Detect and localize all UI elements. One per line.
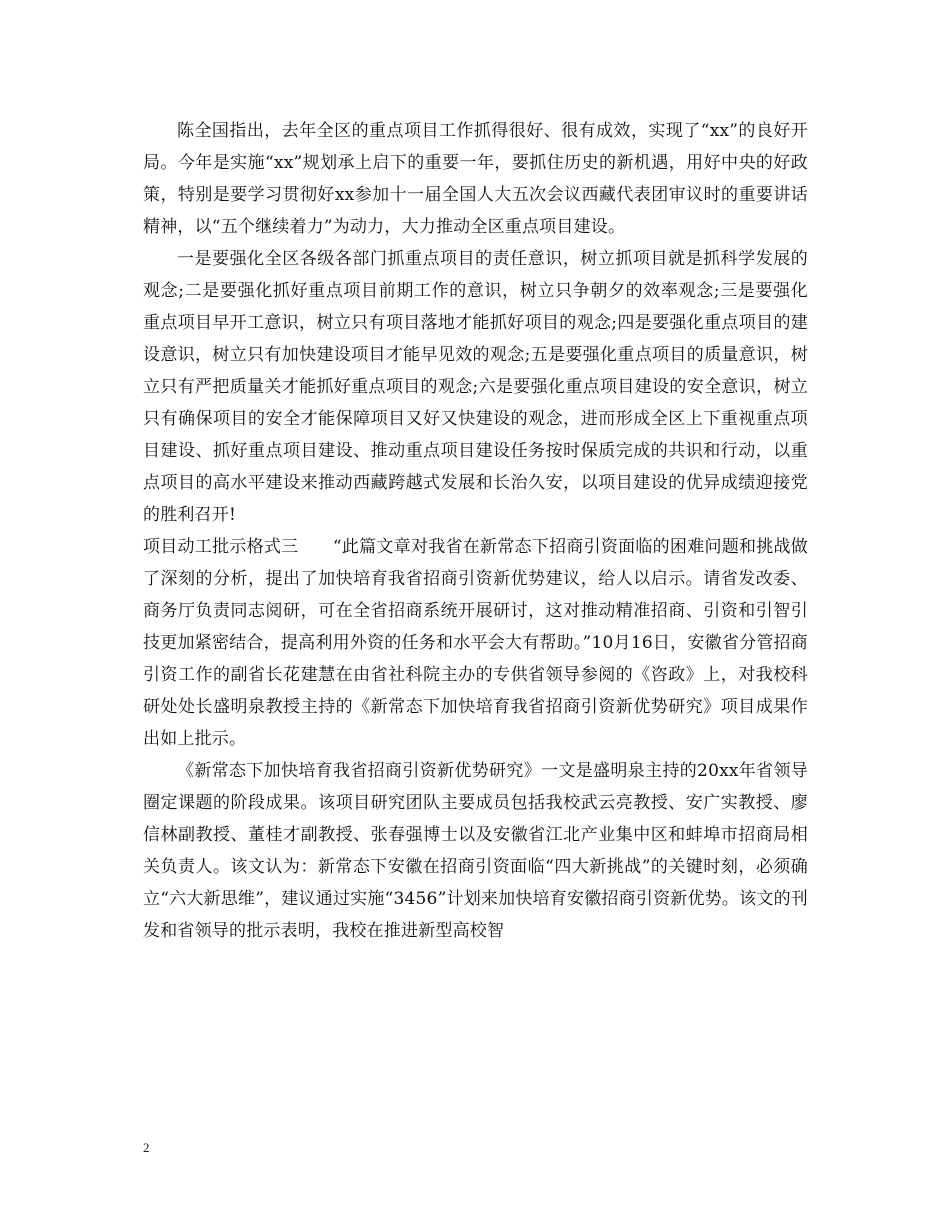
paragraph-3: 项目动工批示格式三 “此篇文章对我省在新常态下招商引资面临的困难问题和挑战做了深刻的分析，提出了加快培育我省招商引资新优势建议，给人以启示。请省发改委、商务厅负责同志阅研，可在全省招商系统开展研讨，这对推动精准招商、引资和引智引技更加紧密结合，提高利用外资的任务和水平会大有帮助。”10月16日，安徽省分管招商引资工作的副省长花建慧在由省社科院主办的专供省领导参阅的《咨政》上，对我校科研处处长盛明泉教授主持的《新常态下加快培育我省招商引资新优势研究》项目成果作出如上批示。 [143, 537, 808, 749]
page-number: 2 [143, 1140, 150, 1155]
paragraph-4: 《新常态下加快培育我省招商引资新优势研究》一文是盛明泉主持的20xx年省领导圈定课题的阶段成果。该项目研究团队主要成员包括我校武云亮教授、安广实教授、廖信林副教授、董桂才副教授、张春强博士以及安徽省江北产业集中区和蚌埠市招商局相关负责人。该文认为：新常态下安徽在招商引资面临“四大新挑战”的关键时刻，必须确立“六大新思维”，建议通过实施“3456”计划来加快培育安徽招商引资新优势。该文的刊发和省领导的批示表明，我校在推进新型高校智 [143, 761, 808, 941]
paragraph-2: 一是要强化全区各级各部门抓重点项目的责任意识，树立抓项目就是抓科学发展的观念;二是要强化抓好重点项目前期工作的意识，树立只争朝夕的效率观念;三是要强化重点项目早开工意识，树立只有项目落地才能抓好项目的观念;四是要强化重点项目的建设意识，树立只有加快建设项目才能早见效的观念;五是要强化重点项目的质量意识，树立只有严把质量关才能抓好重点项目的观念;六是要强化重点项目建设的安全意识，树立只有确保项目的安全才能保障项目又好又快建设的观念，进而形成全区上下重视重点项目建设、抓好重点项目建设、推动重点项目建设任务按时保质完成的共识和行动，以重点项目的高水平建设来推动西藏跨越式发展和长治久安，以项目建设的优异成绩迎接党的胜利召开! [143, 249, 808, 525]
paragraph-1: 陈全国指出，去年全区的重点项目工作抓得很好、很有成效，实现了“xx”的良好开局。今年是实施“xx”规划承上启下的重要一年，要抓住历史的新机遇，用好中央的好政策，特别是要学习贯彻好xx参加十一届全国人大五次会议西藏代表团审议时的重要讲话精神，以“五个继续着力”为动力，大力推动全区重点项目建设。 [143, 121, 808, 237]
document-body [143, 115, 808, 947]
